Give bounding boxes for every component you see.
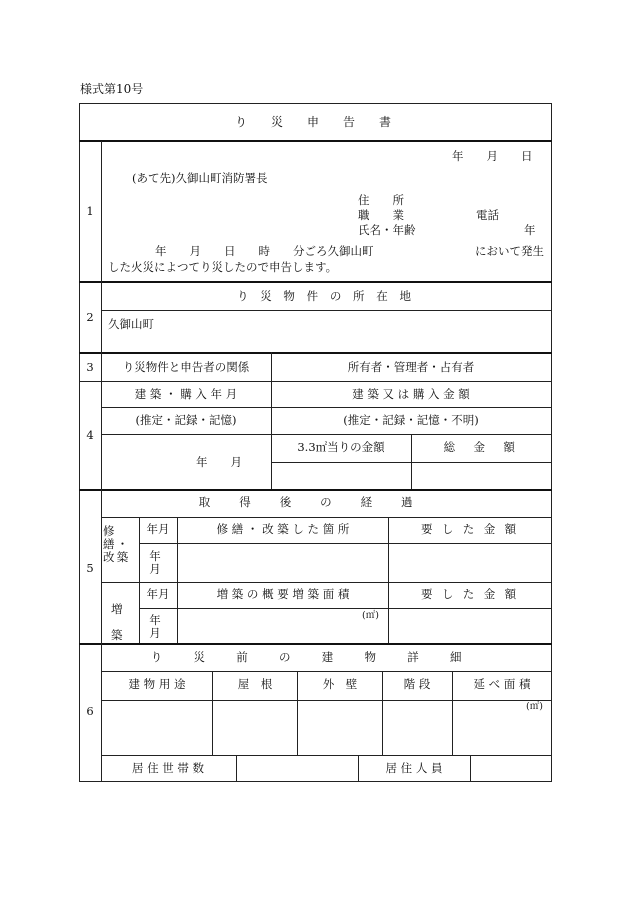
repair-year-stacked: 年 bbox=[149, 549, 161, 563]
s4-row2 bbox=[101, 434, 552, 435]
sep-s2 bbox=[79, 352, 552, 354]
s5-row4 bbox=[139, 608, 552, 609]
extension-month-stacked: 月 bbox=[149, 626, 161, 640]
extension-amount-header: 要 し た 金 額 bbox=[421, 587, 519, 601]
s6-col1 bbox=[212, 671, 213, 755]
sep-s4 bbox=[79, 489, 552, 491]
sep-title bbox=[79, 140, 552, 142]
extension-area-unit: (㎡) bbox=[362, 610, 379, 621]
statement-line1-right: において発生 bbox=[475, 244, 544, 258]
floor-area-unit: (㎡) bbox=[526, 701, 543, 712]
sep-s5 bbox=[79, 643, 552, 645]
wall-header: 外 壁 bbox=[322, 677, 358, 691]
s5-row1 bbox=[101, 517, 552, 518]
repair-location-header: 修 繕 ・ 改 築 し た 箇 所 bbox=[216, 522, 350, 536]
location-header: り 災 物 件 の 所 在 地 bbox=[237, 289, 415, 303]
section-5-number: 5 bbox=[86, 561, 94, 575]
s6-row3 bbox=[101, 755, 552, 756]
building-usage-header: 建 物 用 途 bbox=[128, 677, 186, 691]
s6-bot-col2 bbox=[358, 755, 359, 781]
purchase-amount-header: 建 築 又 は 購 入 金 額 bbox=[352, 387, 470, 401]
extension-year-month-header: 年月 bbox=[146, 587, 170, 601]
residents-label: 居 住 人 員 bbox=[385, 761, 443, 775]
s2-row-line bbox=[101, 310, 552, 311]
s5-col1 bbox=[139, 517, 140, 643]
frame-top bbox=[79, 103, 552, 104]
section-1-number: 1 bbox=[86, 204, 94, 218]
s4-col2 bbox=[411, 434, 412, 489]
s5-col3 bbox=[388, 517, 389, 643]
frame-right bbox=[551, 103, 552, 781]
occupation-label: 職 業 bbox=[358, 208, 404, 222]
section-6-number: 6 bbox=[86, 704, 94, 718]
relationship-label: り災物件と申告者の関係 bbox=[122, 360, 250, 374]
s6-col3 bbox=[382, 671, 383, 755]
s4-col bbox=[271, 381, 272, 489]
phone-label: 電話 bbox=[476, 208, 499, 222]
extension-header: 増 築 の 概 要 増 築 面 積 bbox=[216, 587, 350, 601]
s4-row1 bbox=[101, 407, 552, 408]
s6-row2 bbox=[101, 700, 552, 701]
s5-row2 bbox=[139, 543, 552, 544]
history-header: 取 得 後 の 経 過 bbox=[198, 495, 426, 509]
s6-row1 bbox=[101, 671, 552, 672]
repair-month-stacked: 月 bbox=[149, 562, 161, 576]
floors-header: 階 段 bbox=[403, 677, 431, 691]
s6-col2 bbox=[297, 671, 298, 755]
building-detail-header: り 災 前 の 建 物 詳 細 bbox=[150, 650, 476, 664]
s6-bot-col1 bbox=[236, 755, 237, 781]
extension-year-stacked: 年 bbox=[149, 613, 161, 627]
addressee: (あて先)久御山町消防署長 bbox=[132, 171, 268, 185]
frame-left bbox=[79, 103, 80, 781]
num-col-divider bbox=[101, 141, 102, 781]
date-basis: (推定・記録・記憶) bbox=[135, 413, 237, 427]
s3-col bbox=[271, 352, 272, 381]
section-4-number: 4 bbox=[86, 428, 94, 442]
repair-year-month-header: 年月 bbox=[146, 522, 170, 536]
s6-col4 bbox=[452, 671, 453, 755]
extension-label: 増築 bbox=[111, 602, 123, 642]
s5-col2 bbox=[177, 517, 178, 643]
s5-row3 bbox=[101, 582, 552, 583]
location-value: 久御山町 bbox=[108, 317, 154, 331]
amount-basis: (推定・記録・記憶・不明) bbox=[343, 413, 479, 427]
purchase-date-header: 建 築 ・ 購 入 年 月 bbox=[134, 387, 238, 401]
address-label: 住 所 bbox=[358, 193, 404, 207]
per-unit-amount-header: 3.3㎡当りの金額 bbox=[297, 440, 385, 454]
sep-s3 bbox=[79, 381, 552, 382]
section-3-number: 3 bbox=[86, 360, 94, 374]
repair-amount-header: 要 し た 金 額 bbox=[421, 522, 519, 536]
s6-bot-col3 bbox=[470, 755, 471, 781]
total-amount-header: 総 金 額 bbox=[443, 440, 519, 454]
statement-line2: した火災によつてり災したので申告します。 bbox=[108, 260, 338, 274]
frame-bottom bbox=[79, 781, 552, 782]
form-title: り 災 申 告 書 bbox=[234, 115, 398, 129]
statement-line1-left: 年 月 日 時 分ごろ久御山町 bbox=[155, 244, 374, 258]
form-number: 様式第10号 bbox=[80, 82, 144, 96]
date-field: 年 月 日 bbox=[452, 149, 533, 163]
repair-label: 修繕・改築 bbox=[103, 524, 131, 564]
relationship-value: 所有者・管理者・占有者 bbox=[347, 360, 475, 374]
households-label: 居 住 世 帯 数 bbox=[131, 761, 205, 775]
sep-s1 bbox=[79, 281, 552, 283]
floor-area-header: 延 べ 面 積 bbox=[473, 677, 531, 691]
age-unit: 年 bbox=[524, 223, 536, 237]
year-month-field: 年 月 bbox=[196, 455, 242, 469]
roof-header: 屋 根 bbox=[237, 677, 273, 691]
section-2-number: 2 bbox=[86, 310, 94, 324]
name-age-label: 氏名・年齢 bbox=[358, 223, 416, 237]
